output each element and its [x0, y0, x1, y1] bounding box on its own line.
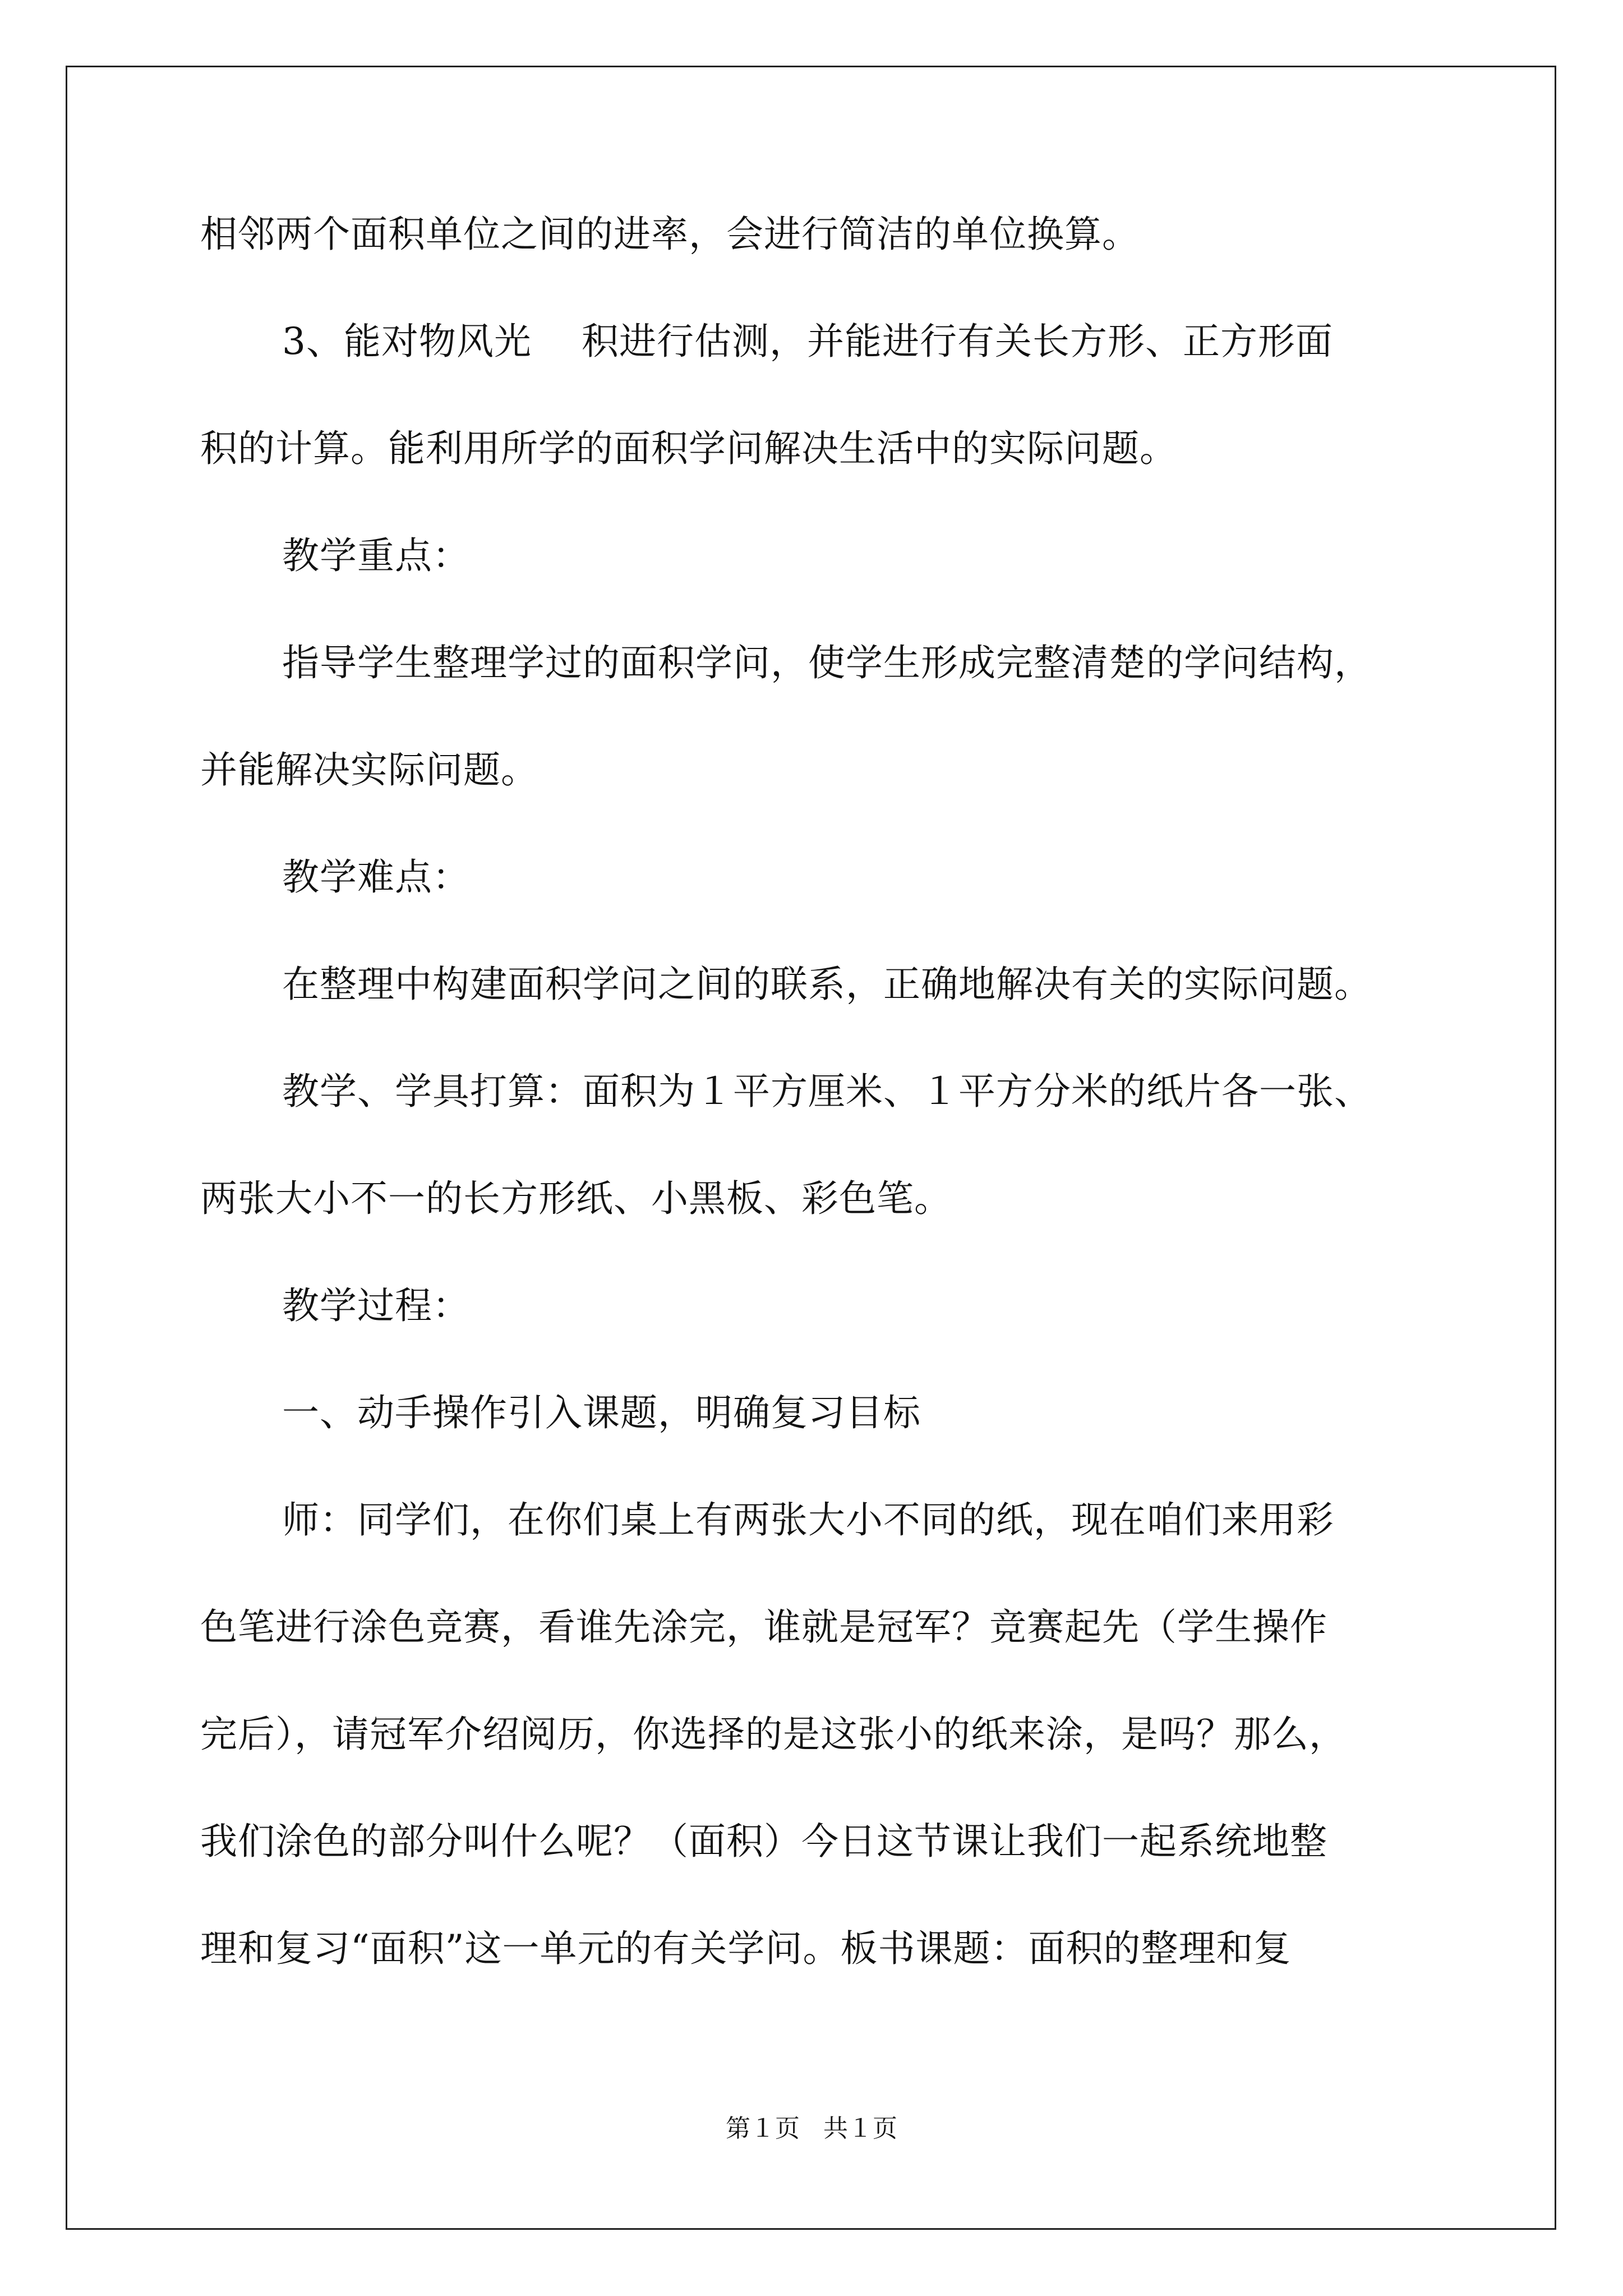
text-line: 并能解决实际问题。 [200, 748, 538, 792]
text-line: 师：同学们，在你们桌上有两张大小不同的纸，现在咱们来用彩 [282, 1498, 1334, 1542]
text-line: 在整理中构建面积学问之间的联系，正确地解决有关的实际问题。 [282, 963, 1372, 1006]
text-line: 指导学生整理学过的面积学问，使学生形成完整清楚的学问结构， [282, 641, 1372, 684]
section-heading-difficulties: 教学难点： [282, 855, 470, 899]
text-line: 3、能对物风光 积进行估测，并能进行有关长方形、正方形面 [282, 320, 1333, 363]
text-line: 理和复习“面积”这一单元的有关学问。板书课题：面积的整理和复 [200, 1927, 1292, 1970]
section-heading-key-points: 教学重点： [282, 534, 470, 577]
text-line: 教学、学具打算：面积为１平方厘米、１平方分米的纸片各一张、 [282, 1070, 1372, 1113]
text-line: 我们涂色的部分叫什么呢？（面积）今日这节课让我们一起系统地整 [200, 1820, 1327, 1863]
page-current: 第１页 [726, 2114, 800, 2143]
text-line: 相邻两个面积单位之间的进率，会进行简洁的单位换算。 [200, 213, 1140, 256]
text-line: 色笔进行涂色竞赛，看谁先涂完，谁就是冠军？竞赛起先（学生操作 [200, 1605, 1327, 1649]
page-footer [0, 2112, 1623, 2146]
text-line: 积的计算。能利用所学的面积学问解决生活中的实际问题。 [200, 427, 1177, 470]
text-line: 两张大小不一的长方形纸、小黑板、彩色笔。 [200, 1177, 952, 1220]
document-body [200, 208, 1434, 2029]
page-total: 共１页 [823, 2114, 897, 2143]
text-line: 完后），请冠军介绍阅历，你选择的是这张小的纸来涂，是吗？那么， [200, 1713, 1347, 1756]
subsection-heading: 一、动手操作引入课题，明确复习目标 [282, 1391, 921, 1434]
section-heading-process: 教学过程： [282, 1284, 470, 1327]
